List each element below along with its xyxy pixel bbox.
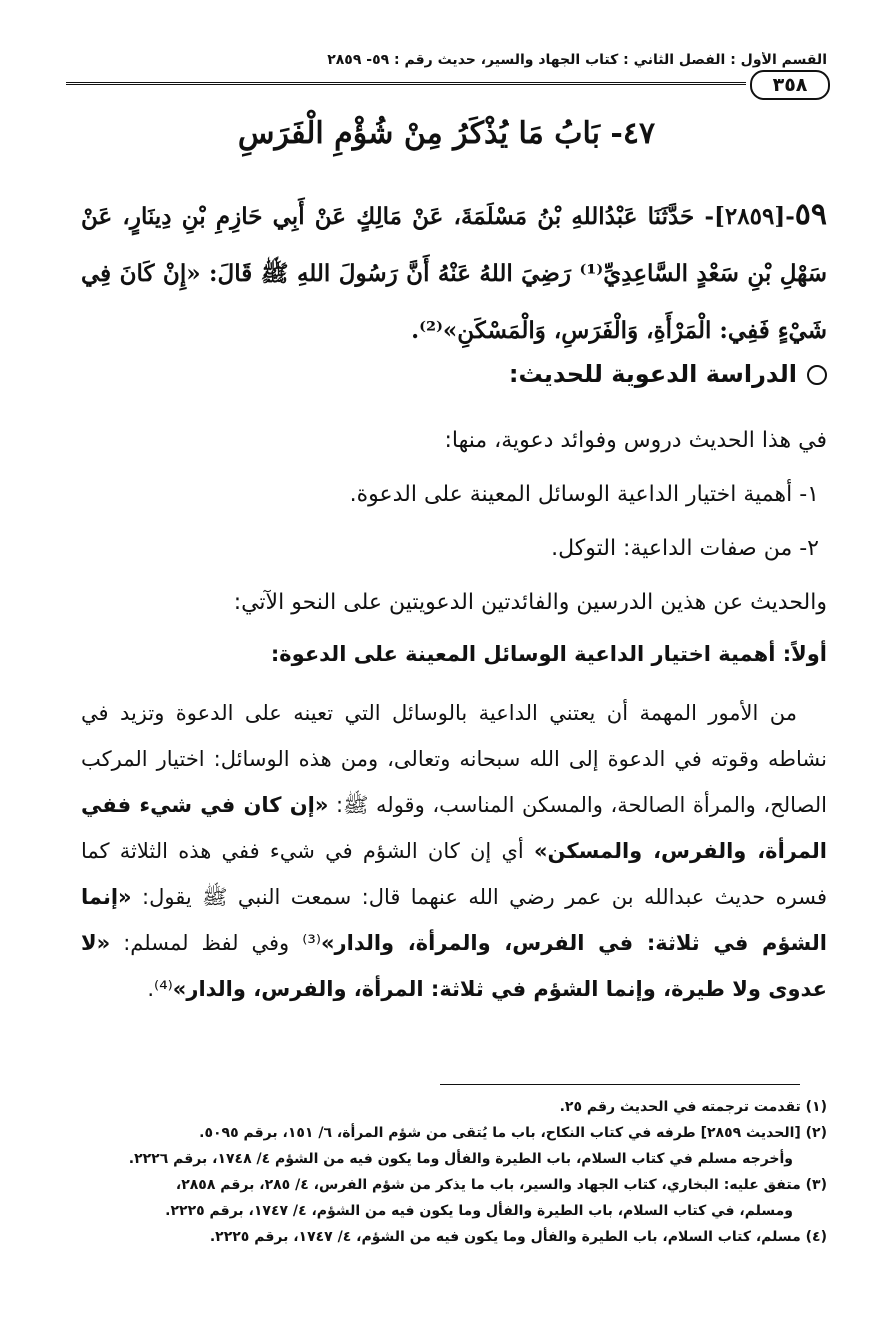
quote: «إن كان في شيء ففي المرأة، والفرس، والمسكن» bbox=[81, 793, 828, 863]
footnote: (٣) متفق عليه: البخاري، كتاب الجهاد والسير، باب ما يذكر من شؤم الفرس، ٤/ ٢٨٥، برقم ٢٨٥٨، bbox=[175, 1177, 827, 1193]
footnotes bbox=[67, 1094, 827, 1250]
footnote: (٤) مسلم، كتاب السلام، باب الطيرة والفأل وما يكون فيه من الشؤم، ٤/ ١٧٤٧، برقم ٢٢٢٥. bbox=[209, 1229, 827, 1245]
footnote: (٢) [الحديث ٢٨٥٩] طرفه في كتاب النكاح، باب ما يُتقى من شؤم المرأة، ٦/ ١٥١، برقم ٥٠٩٥. bbox=[199, 1125, 827, 1141]
body-text: ⁽⁴⁾. bbox=[147, 977, 173, 1001]
hadith-text bbox=[81, 186, 827, 359]
hadith-body: -[٢٨٥٩]- حَدَّثَنَا عَبْدُاللهِ بْنُ مَسْلَمَةَ، عَنْ مَالِكٍ عَنْ أَبِي حَازِمِ بْنِ دِينَارٍ، عَنْ سَهْلِ بْنِ سَعْدٍ السَّاعِدِيِّ⁽¹⁾ رَضِيَ اللهُ عَنْهُ أَنَّ رَسُولَ اللهِ ﷺ قَالَ: «إِنْ كَانَ فِي شَيْءٍ فَفِي: الْمَرْأَةِ، وَالْفَرَسِ، وَالْمَسْكَنِ»⁽²⁾. bbox=[81, 203, 827, 344]
body-text: من الأمور المهمة أن يعتني الداعية بالوسائل التي تعينه على الدعوة وتزيد في نشاطه وقوته في الدعوة إلى الله سبحانه وتعالى، ومن هذه الوسائل: اختيار المركب الصالح، والمرأة الصالحة، والمسكن المناسب، وقوله ﷺ: bbox=[81, 701, 827, 817]
intro-block bbox=[81, 414, 827, 630]
list-item: ٢- من صفات الداعية: التوكل. bbox=[551, 536, 819, 561]
quote: «إنما الشؤم في ثلاثة: في الفرس، والمرأة، والدار» bbox=[81, 885, 827, 955]
chapter-title: ٤٧- بَابُ مَا يُذْكَرُ مِنْ شُؤْمِ الْفَرَسِ bbox=[237, 116, 656, 151]
section-heading bbox=[81, 356, 827, 392]
intro-closing: والحديث عن هذين الدرسين والفائدتين الدعويتين على النحو الآتي: bbox=[233, 590, 827, 615]
intro-lead: في هذا الحديث دروس وفوائد دعوية، منها: bbox=[444, 428, 827, 453]
footnote-continuation: ومسلم، في كتاب السلام، باب الطيرة والفأل وما يكون فيه من الشؤم، ٤/ ١٧٤٧، برقم ٢٢٢٥. bbox=[165, 1203, 793, 1219]
running-header: القسم الأول : الفصل الثاني : كتاب الجهاد والسير، حديث رقم : ٥٩- ٢٨٥٩ bbox=[327, 52, 827, 68]
hadith-number: ٥٩ bbox=[794, 197, 827, 232]
section-heading-text: الدراسة الدعوية للحديث: bbox=[508, 360, 797, 388]
quote: «لا عدوى ولا طيرة، وإنما الشؤم في ثلاثة: المرأة، والفرس، والدار» bbox=[81, 931, 827, 1001]
body-text: ⁽³⁾ وفي لفظ لمسلم: bbox=[110, 931, 321, 955]
body-text: أي إن كان الشؤم في شيء ففي هذه الثلاثة كما فسره حديث عبدالله بن عمر رضي الله عنهما قال: سمعت النبي ﷺ يقول: bbox=[81, 839, 827, 909]
footnote-continuation: وأخرجه مسلم في كتاب السلام، باب الطيرة والفأل وما يكون فيه من الشؤم ٤/ ١٧٤٨، برقم ٢٢٢٦. bbox=[128, 1151, 793, 1167]
body-paragraph bbox=[81, 690, 827, 1012]
footnote-rule bbox=[440, 1084, 800, 1085]
page-number: ٣٥٨ bbox=[750, 70, 830, 100]
header-rule bbox=[66, 82, 746, 89]
list-item: ١- أهمية اختيار الداعية الوسائل المعينة على الدعوة. bbox=[349, 482, 819, 507]
subheading: أولاً: أهمية اختيار الداعية الوسائل المعينة على الدعوة: bbox=[270, 642, 827, 666]
circle-bullet-icon bbox=[807, 365, 827, 385]
footnote: (١) تقدمت ترجمته في الحديث رقم ٢٥. bbox=[559, 1099, 827, 1115]
